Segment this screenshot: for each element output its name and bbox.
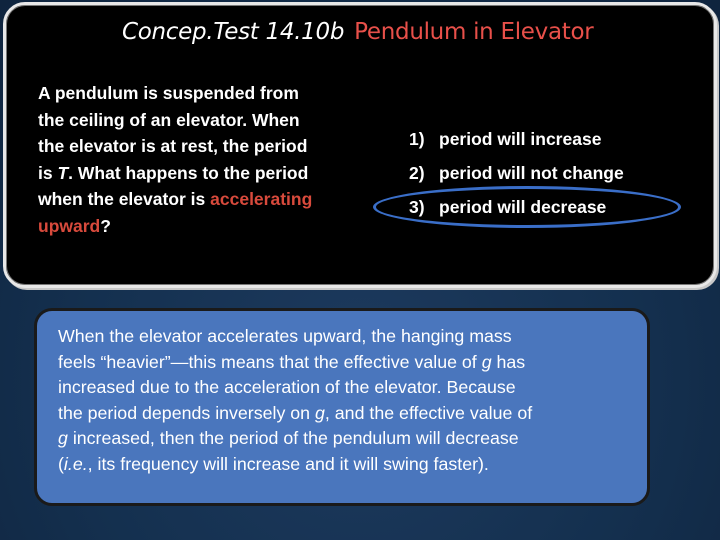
explanation-line: (	[58, 453, 64, 474]
explanation-line: , its frequency will increase and it will swing faster).	[87, 453, 489, 474]
question-line: ?	[100, 215, 111, 236]
answer-number: 1)	[409, 129, 425, 149]
explanation-line: has	[491, 351, 526, 372]
correct-answer-highlight	[373, 186, 681, 228]
title-topic: Pendulum in Elevator	[354, 19, 594, 45]
g-variable: g	[315, 402, 325, 423]
explanation-line: feels “heavier”—this means that the effective value of	[58, 351, 482, 372]
explanation-line: When the elevator accelerates upward, the hanging mass	[58, 326, 512, 346]
question-line: is	[38, 162, 58, 183]
question-accent: accelerating	[210, 189, 313, 209]
explanation-line: the period depends inversely on	[58, 402, 316, 423]
question-line: A pendulum is suspended from	[38, 83, 299, 103]
question-line: the elevator is at rest, the period	[38, 136, 308, 156]
answer-label: period will not change	[439, 163, 624, 183]
g-variable: g	[481, 351, 492, 372]
question-text	[38, 80, 368, 239]
ie-abbreviation: i.e.	[63, 453, 88, 474]
g-variable: g	[58, 428, 68, 448]
question-line: when the elevator is	[38, 189, 211, 209]
answer-number: 3)	[409, 197, 425, 217]
explanation-text	[58, 324, 648, 477]
answer-number: 2)	[409, 163, 425, 183]
explanation-line: , and the effective value of	[324, 402, 533, 423]
slide-title	[122, 17, 593, 47]
question-accent: upward	[38, 215, 101, 236]
period-variable: T	[57, 162, 69, 183]
answer-option-1[interactable]	[409, 125, 624, 159]
title-code: Concep.Test 14.10b	[122, 19, 345, 45]
answer-label: period will increase	[439, 129, 602, 149]
question-line: . What happens to the period	[68, 162, 309, 183]
explanation-line: increased due to the acceleration of the elevator. Because	[58, 377, 516, 397]
answer-label: period will decrease	[439, 197, 607, 217]
question-line: the ceiling of an elevator. When	[38, 109, 300, 130]
explanation-line: increased, then the period of the pendulum will decrease	[67, 428, 519, 448]
